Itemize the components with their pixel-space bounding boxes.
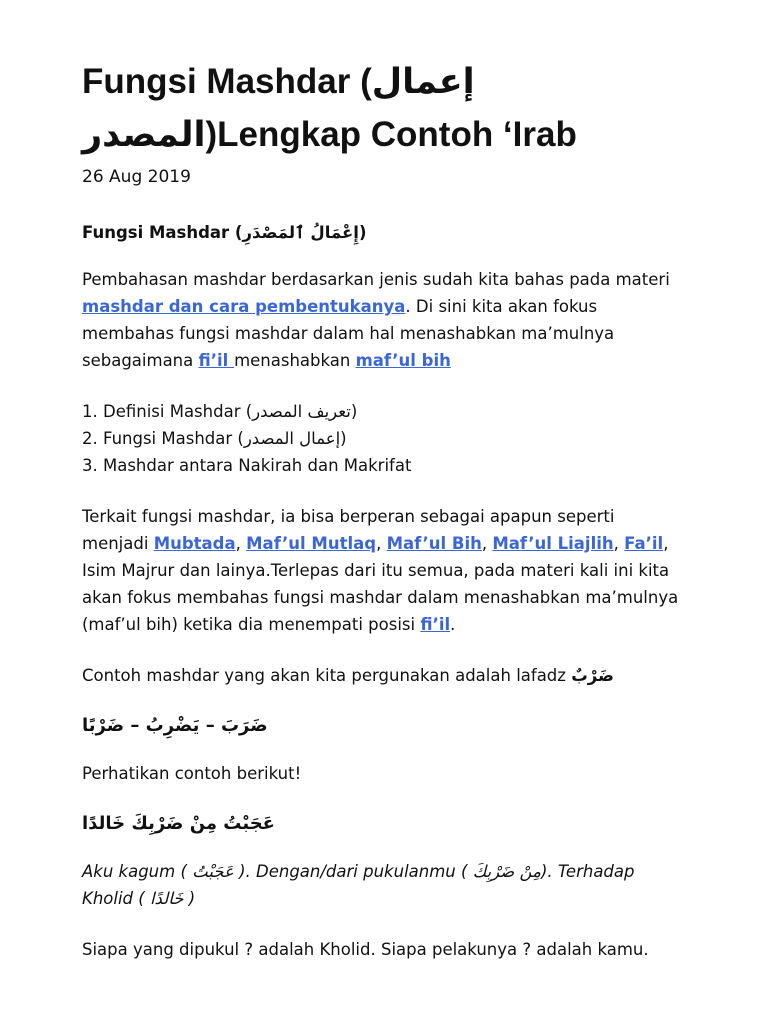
intro-text-2: . Di sini kita akan fokus membahas fungsi mashdar dalam hal menashabkan ma’mulnya sebagaimana — [82, 297, 615, 370]
section-heading: Fungsi Mashdar (إِعْمَالُ ٱلمَصْدَرِ) — [82, 223, 367, 242]
link-fiil-2[interactable]: fi’il — [420, 615, 451, 634]
roles-text-3: . — [450, 615, 456, 634]
question-text: Siapa yang dipukul ? adalah Kholid. Siapa pelakunya ? adalah kamu. — [82, 940, 649, 959]
separator: , — [613, 534, 625, 553]
translation-text: Aku kagum ( عَجَبْتُ ). Dengan/dari pukulanmu ( مِنْ ضَرْبِكَ). Terhadap Kholid ( خَالدًا ) — [82, 862, 635, 908]
link-fail[interactable]: Fa’il — [624, 534, 664, 553]
example-arabic: عَجَبْتُ مِنْ ضَرْبِكَ خَالدًا — [82, 813, 275, 834]
separator: , — [481, 534, 493, 553]
contoh-text: Contoh mashdar yang akan kita pergunakan adalah lafadz — [82, 666, 572, 685]
tasrif-line: ضَرَبَ – يَضْرِبُ – ضَرْبًا — [82, 715, 268, 736]
link-maful-liajlih[interactable]: Maf’ul Liajlih — [492, 534, 614, 553]
link-maful-bih-2[interactable]: Maf’ul Bih — [386, 534, 482, 553]
link-mashdar-pembentukan[interactable]: mashdar dan cara pembentukanya — [82, 297, 406, 316]
page-title: Fungsi Mashdar (إعمال المصدر)Lengkap Contoh ‘Irab — [82, 62, 577, 154]
roles-text-2: , Isim Majrur dan lainya.Terlepas dari itu semua, pada materi kali ini kita akan fokus membahas fungsi mashdar dalam menashabkan ma’mulnya (maf’ul bih) ketika dia menempati posisi — [82, 534, 679, 634]
link-maful-mutlaq[interactable]: Maf’ul Mutlaq — [246, 534, 377, 553]
toc-item[interactable]: 1. Definisi Mashdar (تعريف المصدر) — [82, 402, 358, 421]
post-date: 26 Aug 2019 — [82, 167, 191, 187]
table-of-contents — [82, 398, 682, 479]
article — [82, 56, 682, 963]
intro-paragraph — [82, 266, 682, 374]
intro-text-1: Pembahasan mashdar berdasarkan jenis sudah kita bahas pada materi — [82, 270, 670, 289]
roles-paragraph — [82, 503, 682, 638]
link-mubtada[interactable]: Mubtada — [153, 534, 236, 553]
toc-item[interactable]: 3. Mashdar antara Nakirah dan Makrifat — [82, 456, 412, 475]
link-maful-bih[interactable]: maf’ul bih — [355, 351, 451, 370]
toc-item[interactable]: 2. Fungsi Mashdar (إعمال المصدر) — [82, 429, 347, 448]
separator: , — [235, 534, 247, 553]
perhatikan-text: Perhatikan contoh berikut! — [82, 764, 302, 783]
contoh-paragraph — [82, 662, 682, 689]
link-fiil[interactable]: fi’il — [198, 351, 235, 370]
intro-text-3: menashabkan — [234, 351, 356, 370]
separator: , — [376, 534, 387, 553]
roles-text-1: Terkait fungsi mashdar, ia bisa berperan sebagai apapun seperti menjadi — [82, 507, 615, 553]
contoh-arabic: ضَرْبٌ — [571, 666, 614, 685]
